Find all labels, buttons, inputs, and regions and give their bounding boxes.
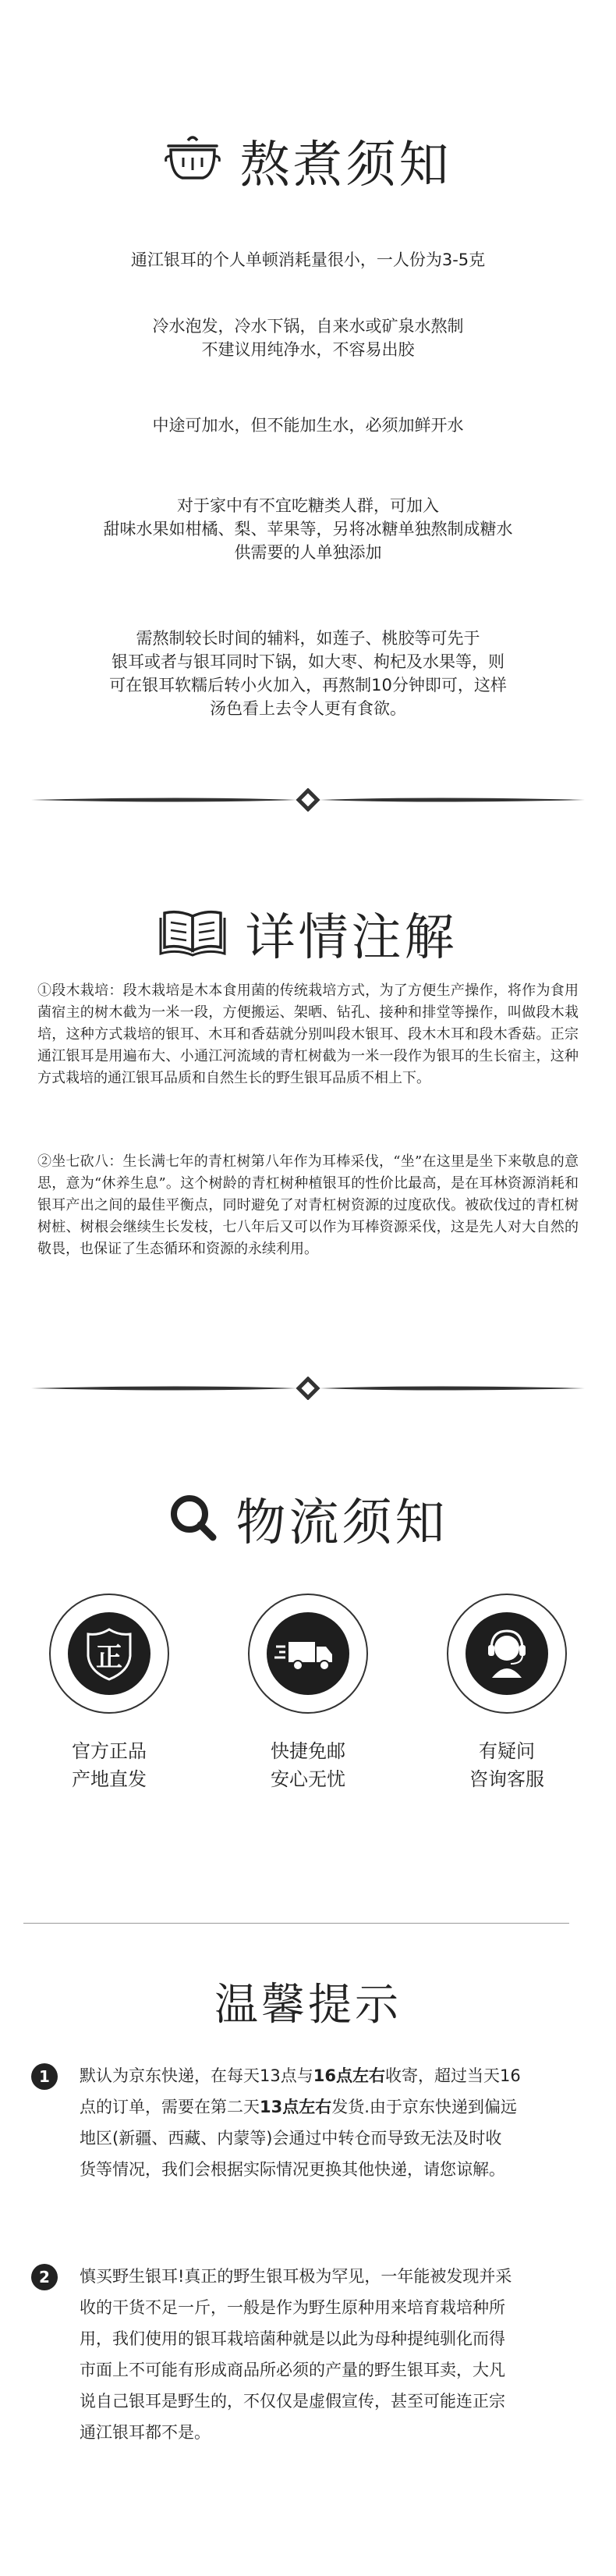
tip-fragment: 地区(新疆、西藏、内蒙等)会通过中转仓而导致无法及时收	[80, 2129, 502, 2148]
tips-title: 温馨提示	[214, 1980, 402, 2031]
cooking-line: 银耳或者与银耳同时下锅，如大枣、枸杞及水果等，则	[112, 652, 504, 671]
tip-line	[80, 2354, 569, 2386]
cooking-line: 供需要的人单独添加	[234, 543, 382, 562]
tip-fragment: 发货.由于京东快递到偏远	[331, 2098, 517, 2116]
cooking-paragraph	[47, 314, 569, 361]
cooking-line: 汤色看上去令人更有食欲。	[210, 699, 406, 718]
cooking-paragraph	[47, 414, 569, 437]
feature-label: 产地直发	[72, 1768, 147, 1790]
cooking-line: 甜味水果如柑橘、梨、苹果等，另将冰糖单独熬制成糖水	[103, 520, 513, 538]
cooking-line: 对于家中有不宜吃糖类人群，可加入	[177, 496, 439, 515]
tip-fragment: 通江银耳都不是。	[80, 2423, 211, 2442]
feature-support	[437, 1594, 577, 1793]
cooking-heading	[0, 125, 616, 197]
tip-fragment: 点的订单，需要在第二天	[80, 2098, 260, 2116]
feature-label: 官方正品	[72, 1740, 147, 1762]
detail-paragraph-1: ①段木栽培：段木栽培是木本食用菌的传统栽培方式，为了方便生产操作，将作为食用菌宿主的树木截为一米一段，方便搬运、架晒、钻孔、接种和排堂等操作，叫做段木栽培，这种方式栽培的银耳、木耳和香菇就分别叫段木银耳、段木木耳和段木香菇。正宗通江银耳是用遍布大、小通江河流域的青杠树截为一米一段作为银耳的生长宿主，这种方式栽培的通江银耳品质和自然生长的野生银耳品质不相上下。	[37, 982, 579, 1086]
feature-circle	[49, 1594, 169, 1714]
feature-circle	[248, 1594, 368, 1714]
cooking-line: 通江银耳的个人单顿消耗量很小，一人份为3-5克	[130, 250, 486, 269]
feature-label: 安心无忧	[271, 1768, 345, 1790]
logistics-heading	[0, 1483, 616, 1554]
tip-emphasis: 13点左右	[260, 2098, 332, 2116]
feature-label: 咨询客服	[469, 1768, 544, 1790]
tip-line	[80, 2261, 569, 2292]
tip-fragment: 默认为京东快递，在每天13点与	[80, 2066, 313, 2085]
cooking-line: 需熬制较长时间的辅料，如莲子、桃胶等可先于	[136, 629, 480, 648]
tip-text	[80, 2060, 569, 2185]
tip-fragment: 用，我们使用的银耳栽培菌种就是以此为母种提纯驯化而得	[80, 2329, 505, 2348]
tip-fragment: 货等情况，我们会根据实际情况更换其他快递，请您谅解。	[80, 2160, 505, 2179]
tip-line	[80, 2323, 569, 2354]
detail-paragraph-2: ②坐七砍八：生长满七年的青杠树第八年作为耳棒采伐，“坐”在这里是坐下来敬息的意思，意为“休养生息”。这个树龄的青杠树种植银耳的性价比最高，是在耳林资源消耗和银耳产出之间的最佳平衡点，同时避免了对青杠树资源的过度砍伐。被砍伐过的青杠树树桩、树根会继续生长发枝，七八年后又可以作为耳棒资源采伐，这是先人对大自然的敬畏，也保证了生态循环和资源的永续利用。	[37, 1153, 579, 1257]
delivery-truck-icon	[267, 1612, 349, 1695]
magnifier-icon	[168, 1492, 218, 1545]
cooking-paragraph	[47, 494, 569, 564]
ornament-divider	[31, 1377, 585, 1400]
cooking-paragraph	[47, 248, 569, 272]
badge-text: 正	[96, 1642, 122, 1673]
tip-number-badge: 1	[31, 2063, 58, 2090]
feature-genuine	[39, 1594, 179, 1793]
tip-fragment: 慎买野生银耳!真正的野生银耳极为罕见，一年能被发现并采	[80, 2267, 512, 2286]
cooking-line: 不建议用纯净水，不容易出胶	[201, 340, 415, 359]
ornament-divider	[31, 788, 585, 812]
feature-label: 有疑问	[479, 1740, 535, 1762]
feature-label: 快捷免邮	[271, 1740, 345, 1762]
tip-line	[80, 2091, 569, 2123]
tip-line	[80, 2060, 569, 2091]
open-book-icon	[158, 907, 227, 960]
cooking-line: 可在银耳软糯后转小火加入，再熬制10分钟即可，这样	[109, 676, 507, 695]
tip-fragment: 收寄，超过当天16	[384, 2066, 521, 2085]
tip-emphasis: 16点左右	[313, 2066, 385, 2085]
feature-shipping	[238, 1594, 378, 1793]
logistics-title: 物流须知	[235, 1494, 448, 1552]
tip-fragment: 市面上不可能有形成商品所必须的产量的野生银耳卖，大凡	[80, 2361, 505, 2379]
section-rule	[23, 1923, 569, 1924]
tips-heading	[0, 1970, 616, 2033]
details-heading	[0, 897, 616, 969]
pot-icon	[164, 134, 221, 187]
tip-line	[80, 2123, 569, 2154]
cooking-line: 中途可加水，但不能加生水，必须加鲜开水	[152, 416, 464, 435]
feature-circle	[447, 1594, 567, 1714]
cooking-line: 冷水泡发，冷水下锅，自来水或矿泉水熬制	[152, 317, 464, 336]
tip-line	[80, 2292, 569, 2323]
tip-line	[80, 2386, 569, 2417]
tip-line	[80, 2154, 569, 2185]
tip-line	[80, 2417, 569, 2448]
tip-fragment: 说自己银耳是野生的，不仅仅是虚假宣传，甚至可能连正宗	[80, 2392, 505, 2411]
tip-text	[80, 2261, 569, 2448]
tip-fragment: 收的干货不足一斤，一般是作为野生原种用来培育栽培种所	[80, 2298, 505, 2317]
cooking-title: 熬煮须知	[239, 137, 452, 194]
details-title: 详情注解	[245, 909, 458, 967]
cooking-paragraph	[47, 627, 569, 720]
tip-number-badge: 2	[31, 2264, 58, 2290]
headset-agent-icon	[466, 1612, 548, 1695]
